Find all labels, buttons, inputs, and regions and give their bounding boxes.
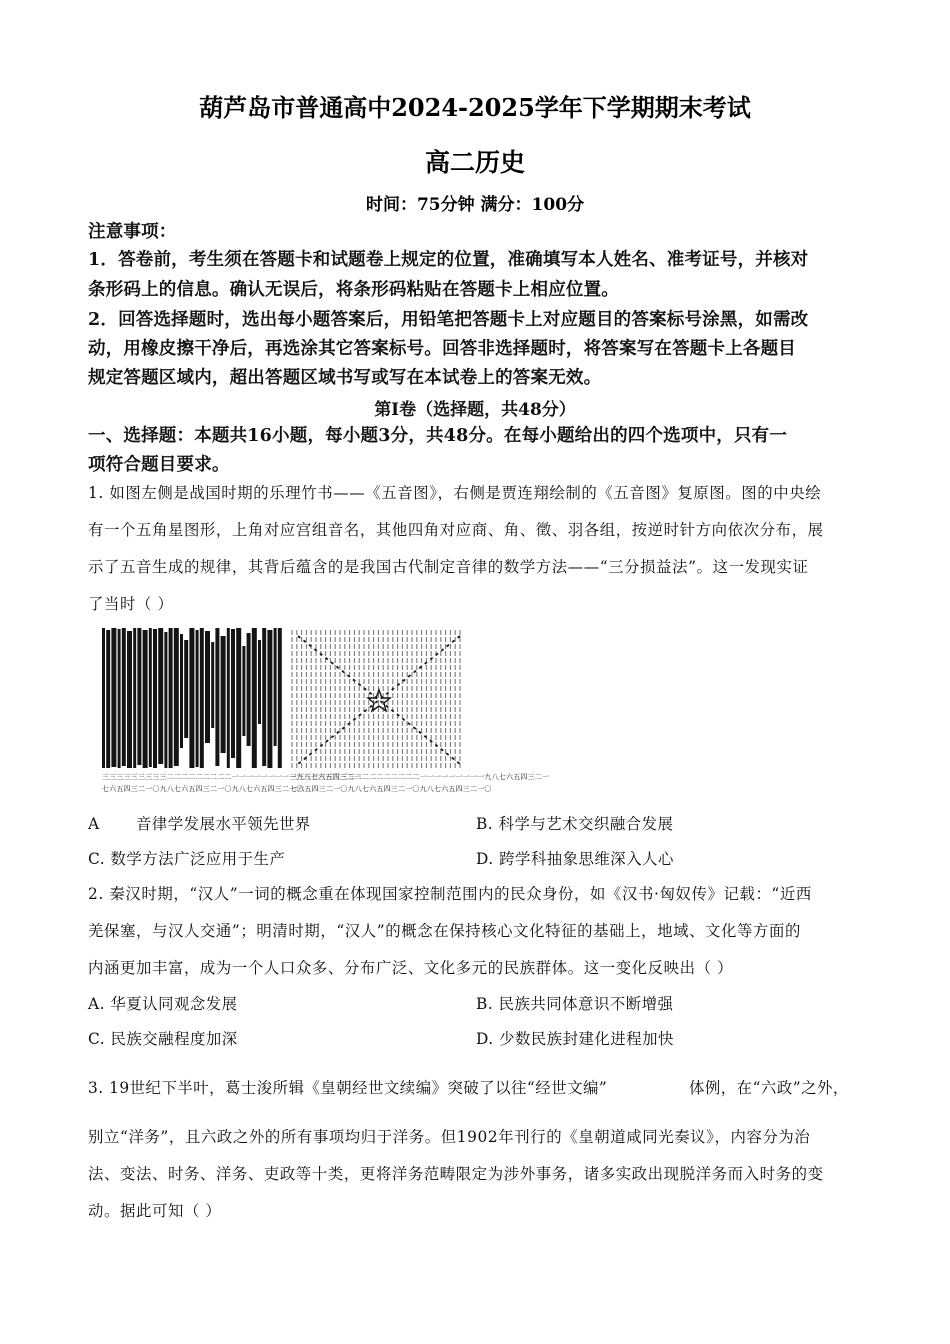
question-1-text: 1. 如图左侧是战国时期的乐理竹书——《五音图》，右侧是贾连翔绘制的《五音图》复原图。图的中央绘: [88, 484, 822, 502]
option-a-letter: A: [88, 815, 100, 833]
option-a: 音律学发展水平领先世界: [136, 815, 311, 833]
bamboo-slip: [205, 631, 210, 743]
question-3-text: 法、变法、时务、洋务、吏政等十类，更将洋务范畴限定为涉外事务，诸多实政出现脱洋务而入时务的变: [88, 1165, 824, 1183]
bamboo-slip: [242, 646, 245, 736]
bamboo-slip: [164, 632, 167, 768]
bamboo-slip: [278, 628, 282, 768]
bamboo-slip: [143, 630, 148, 768]
bamboo-slip: [274, 628, 277, 746]
bamboo-slip: [102, 628, 105, 768]
bamboo-slip: [153, 629, 157, 768]
subject-title: 高二历史: [424, 148, 525, 177]
bamboo-slip: [127, 631, 132, 768]
reconstruction-diagram-image: [290, 628, 550, 800]
bamboo-slip: [158, 628, 163, 764]
question-2-text: 2. 秦汉时期，“汉人”一词的概念重在体现国家控制范围内的民众身份，如《汉书·匈奴传》记载：“近西: [88, 885, 812, 903]
option-d: D. 跨学科抽象思维深入人心: [476, 850, 674, 868]
question-2-text: 内涵更加丰富，成为一个人口众多、分布广泛、文化多元的民族群体。这一变化反映出（ ）: [88, 959, 734, 977]
bamboo-slip: [184, 640, 188, 738]
option-b: B. 民族共同体意识不断增强: [476, 995, 674, 1013]
bamboo-slip: [211, 642, 214, 728]
option-b: B. 科学与艺术交织融合发展: [476, 815, 674, 833]
bamboo-slip: [149, 628, 152, 767]
notice-line: 1．答卷前，考生须在答题卡和试题卷上规定的位置，准确填写本人姓名、准考证号，并核对: [88, 250, 809, 270]
bamboo-slip: [122, 628, 126, 766]
question-3-text: 动。据此可知（ ）: [88, 1202, 222, 1220]
question-3-text: 体例，在“六政”之外，: [689, 1079, 849, 1097]
question-1-text: 了当时（ ）: [88, 595, 174, 613]
notice-line: 2．回答选择题时，选出每小题答案后，用铅笔把答题卡上对应题目的答案标号涂黑，如需改: [88, 310, 809, 330]
bamboo-slip: [133, 628, 136, 768]
bamboo-slip: [111, 628, 116, 767]
section-title: 第Ⅰ卷（选择题，共48分）: [374, 400, 576, 420]
bamboo-slip: [118, 629, 121, 768]
notice-heading: 注意事项：: [88, 222, 177, 242]
bamboo-slips-photo: [102, 628, 282, 768]
bamboo-slips-image: [102, 628, 362, 800]
figure-caption: 三三三三三三三三三二二二二二二二二二一一一一一一一一一九八七六五四三二一: [290, 773, 550, 781]
bamboo-slip: [106, 630, 110, 768]
bamboo-slip: [227, 628, 230, 768]
question-1-text: 示了五音生成的规律，其背后蕴含的是我国古代制定音律的数学方法——“三分损益法”。这一发现实证: [88, 558, 809, 576]
five-tone-diagram: [290, 628, 468, 768]
option-c: C. 民族交融程度加深: [88, 1030, 238, 1048]
bamboo-slip: [137, 628, 141, 765]
figure-caption: 七六五四三二一〇九八七六五四三二一〇九八七六五四三二一〇: [102, 785, 304, 793]
option-a: A. 华夏认同观念发展: [88, 995, 238, 1013]
option-d: D. 少数民族封建化进程加快: [476, 1030, 674, 1048]
question-2-text: 羌保塞，与汉人交通”；明清时期，“汉人”的概念在保持核心文化特征的基础上，地域、文化等方面的: [88, 922, 802, 940]
notice-line: 规定答题区域内，超出答题区域书写或写在本试卷上的答案无效。: [88, 368, 602, 388]
section-instruction: 一、选择题：本题共16小题，每小题3分，共48分。在每小题给出的四个选项中，只有一: [88, 426, 788, 446]
time-score-line: 时间：75分钟 满分：100分: [365, 195, 585, 215]
bamboo-slip: [247, 633, 251, 746]
question-3-text: 3. 19世纪下半叶，葛士浚所辑《皇朝经世文续编》突破了以往“经世文编”: [88, 1079, 608, 1097]
option-c: C. 数学方法广泛应用于生产: [88, 850, 286, 868]
bamboo-slip: [215, 628, 219, 766]
bamboo-slip: [262, 628, 266, 766]
section-instruction: 项符合题目要求。: [88, 455, 230, 475]
bamboo-slip: [196, 630, 199, 767]
notice-line: 条形码上的信息。确认无误后，将条形码粘贴在答题卡上相应位置。: [88, 280, 619, 300]
question-1-text: 有一个五角星图形，上角对应宫组音名，其他四角对应商、角、徵、羽各组，按逆时针方向依次分布，展: [88, 521, 824, 539]
bamboo-slip: [267, 630, 272, 768]
question-3-text: 别立“洋务”，且六政之外的所有事项均归于洋务。但1902年刊行的《皇朝道咸同光奏议》，内容分为治: [88, 1128, 811, 1146]
bamboo-slip: [189, 628, 194, 768]
bamboo-slip: [231, 629, 235, 758]
figure-caption: 三三三三三三三三三二二二二二二二二二一一一一一一一一一九八七六五四三二一: [102, 773, 362, 781]
bamboo-slip: [174, 628, 179, 766]
bamboo-slip: [236, 628, 241, 768]
bamboo-slip: [169, 628, 173, 768]
exam-title: 葫芦岛市普通高中2024-2025学年下学期期末考试: [199, 93, 751, 122]
bamboo-slip: [180, 634, 183, 748]
bamboo-slip: [252, 628, 257, 768]
bamboo-slip: [200, 628, 204, 768]
bamboo-slip: [221, 636, 226, 753]
bamboo-slip: [258, 640, 261, 724]
notice-line: 动，用橡皮擦干净后，再选涂其它答案标号。回答非选择题时，将答案写在答题卡上各题目: [88, 339, 796, 359]
figure-caption: 七六五四三二一〇九八七六五四三二一〇九八七六五四三二一〇: [290, 785, 492, 793]
